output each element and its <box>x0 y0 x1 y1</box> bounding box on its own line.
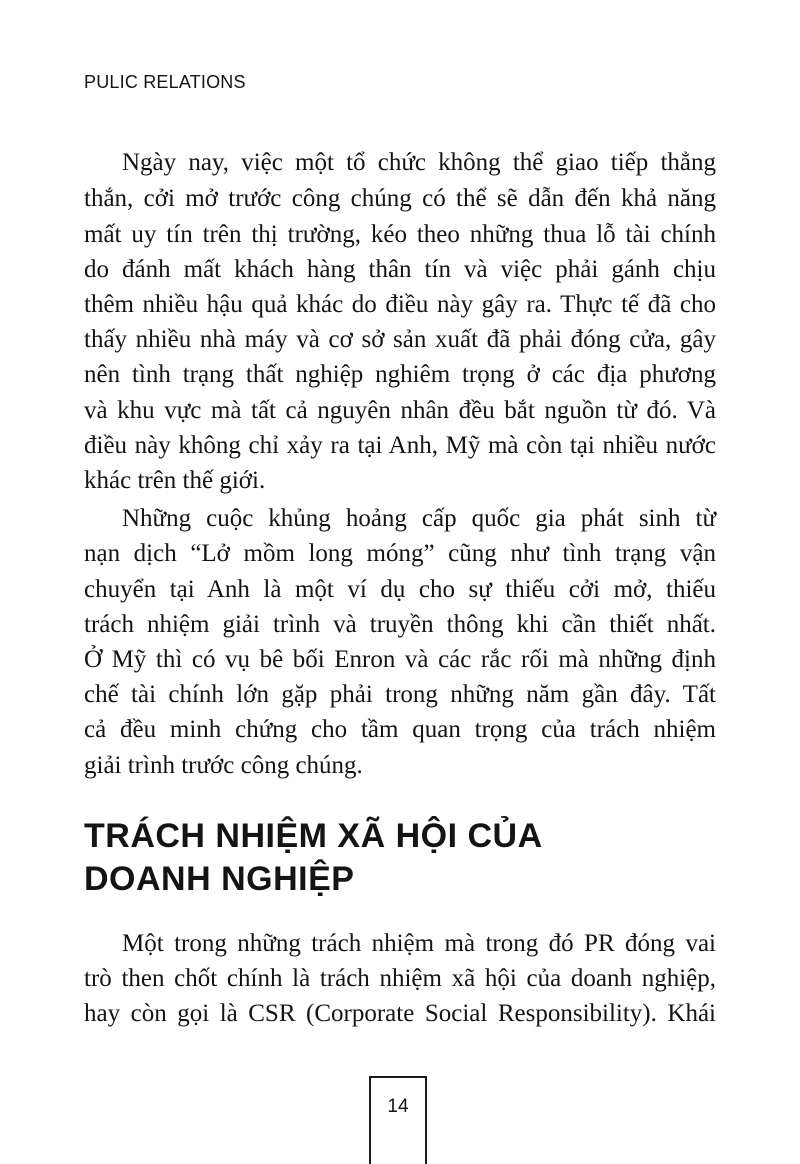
page-number: 14 <box>387 1096 409 1117</box>
text-line: thêm nhiều hậu quả khác do điều này gây ra. Thực tế đã cho <box>84 291 716 318</box>
text-line: Ngày nay, việc một tổ chức không thể giao tiếp thẳng <box>122 149 716 176</box>
running-head: PULIC RELATIONS <box>84 72 246 92</box>
text-line: Một trong những trách nhiệm mà trong đó PR đóng vai <box>122 930 716 957</box>
text-line: chuyển tại Anh là một ví dụ cho sự thiếu cởi mở, thiếu <box>84 576 716 603</box>
text-line: hay còn gọi là CSR (Corporate Social Responsibility). Khái <box>84 1000 716 1027</box>
heading-line: TRÁCH NHIỆM XÃ HỘI CỦA <box>84 817 543 855</box>
page-number-box <box>369 1076 427 1164</box>
text-line: chế tài chính lớn gặp phải trong những năm gần đây. Tất <box>84 681 716 708</box>
text-line: khác trên thế giới. <box>84 467 266 494</box>
text-line: mất uy tín trên thị trường, kéo theo những thua lỗ tài chính <box>84 221 716 248</box>
text-line: và khu vực mà tất cả nguyên nhân đều bắt nguồn từ đó. Và <box>84 397 716 424</box>
text-line: cả đều minh chứng cho tầm quan trọng của trách nhiệm <box>84 716 716 743</box>
heading-line: DOANH NGHIỆP <box>84 860 355 898</box>
text-line: do đánh mất khách hàng thân tín và việc phải gánh chịu <box>84 256 716 283</box>
text-line: trách nhiệm giải trình và truyền thông khi cần thiết nhất. <box>84 611 716 638</box>
text-line: nên tình trạng thất nghiệp nghiêm trọng ở các địa phương <box>84 361 716 388</box>
text-line: giải trình trước công chúng. <box>84 752 363 779</box>
text-line: trò then chốt chính là trách nhiệm xã hội của doanh nghiệp, <box>84 965 716 992</box>
text-line: thắn, cởi mở trước công chúng có thể sẽ dẫn đến khả năng <box>84 185 716 212</box>
text-line: Ở Mỹ thì có vụ bê bối Enron và các rắc rối mà những định <box>84 646 716 673</box>
text-line: nạn dịch “Lở mồm long móng” cũng như tình trạng vận <box>84 540 716 567</box>
text-line: thấy nhiều nhà máy và cơ sở sản xuất đã phải đóng cửa, gây <box>84 326 716 353</box>
text-line: Những cuộc khủng hoảng cấp quốc gia phát sinh từ <box>122 505 716 532</box>
text-line: điều này không chỉ xảy ra tại Anh, Mỹ mà còn tại nhiều nước <box>84 432 716 459</box>
